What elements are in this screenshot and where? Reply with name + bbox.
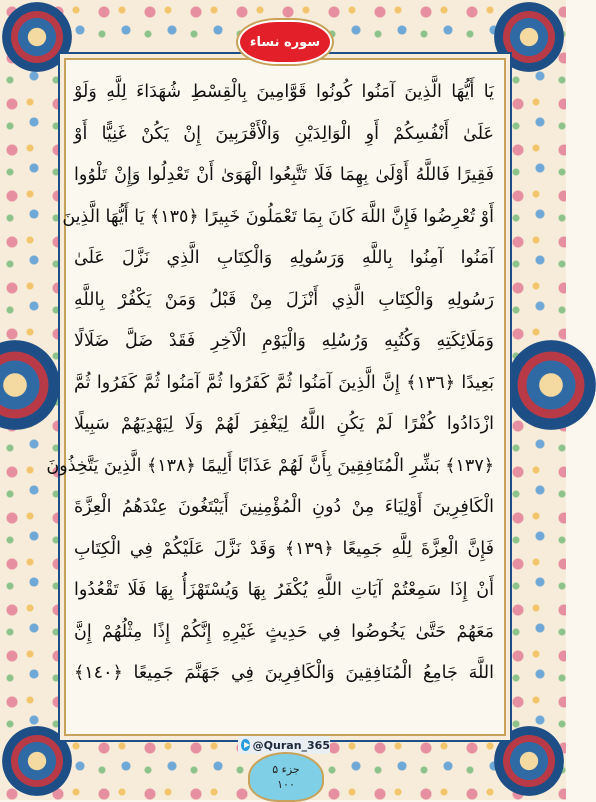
page-footer-badge xyxy=(248,752,324,802)
verse-line: فَإِنَّ الْعِزَّةَ لِلَّهِ جَمِيعًا ﴿١٣٩﴾ وَقَدْ نَزَّلَ عَلَيْكُمْ فِي الْكِتَابِ xyxy=(74,538,495,559)
verse-line: رَسُولِهِ وَالْكِتَابِ الَّذِي أَنْزَلَ مِنْ قَبْلُ وَمَنْ يَكْفُرْ بِاللَّهِ xyxy=(74,289,494,310)
page-number: ۱۰۰ xyxy=(277,778,295,791)
surah-title: سوره نساء xyxy=(249,34,321,50)
verse-text-block xyxy=(46,72,495,695)
verse-line: الْكَافِرِينَ أَوْلِيَاءَ مِنْ دُونِ الْمُؤْمِنِينَ أَيَبْتَغُونَ عِنْدَهُمُ الْعِزَّةَ xyxy=(74,497,494,517)
channel-handle: @Quran_365 xyxy=(252,738,330,752)
verse-line: ﴿١٣٧﴾ بَشِّرِ الْمُنَافِقِينَ بِأَنَّ لَهُمْ عَذَابًا أَلِيمًا ﴿١٣٨﴾ الَّذِينَ يَتَّخِذُونَ xyxy=(46,455,494,476)
verse-line: ازْدَادُوا كُفْرًا لَمْ يَكُنِ اللَّهُ لِيَغْفِرَ لَهُمْ وَلَا لِيَهْدِيَهُمْ سَبِيلًا xyxy=(74,414,494,434)
juz-label: جزء ۵ xyxy=(272,763,300,776)
verse-line: اللَّهَ جَامِعُ الْمُنَافِقِينَ وَالْكَافِرِينَ فِي جَهَنَّمَ جَمِيعًا ﴿١٤٠﴾ xyxy=(74,663,494,683)
verse-line: أَنْ إِذَا سَمِعْتُمْ آيَاتِ اللَّهِ يُكْفَرُ بِهَا وَيُسْتَهْزَأُ بِهَا فَلَا تَقْعُدُوا xyxy=(74,580,494,600)
verse-line: يَا أَيُّهَا الَّذِينَ آمَنُوا كُونُوا قَوَّامِينَ بِالْقِسْطِ شُهَدَاءَ لِلَّهِ وَلَوْ xyxy=(74,82,494,102)
verse-line: وَمَلَائِكَتِهِ وَكُتُبِهِ وَرُسُلِهِ وَالْيَوْمِ الْآخِرِ فَقَدْ ضَلَّ ضَلَالًا xyxy=(74,331,494,351)
surah-title-badge xyxy=(238,20,332,64)
telegram-icon xyxy=(241,739,250,751)
corner-medallion-top-left xyxy=(2,2,72,72)
verse-line: مَعَهُمْ حَتَّىٰ يَخُوضُوا فِي حَدِيثٍ غَيْرِهِ إِنَّكُمْ إِذًا مِثْلُهُمْ إِنَّ xyxy=(74,621,494,642)
verse-line: فَقِيرًا فَاللَّهُ أَوْلَىٰ بِهِمَا فَلَا تَتَّبِعُوا الْهَوَىٰ أَنْ تَعْدِلُوا وَإِنْ تَلْوُوا xyxy=(74,165,494,185)
side-medallion-right xyxy=(506,340,596,430)
verse-line: عَلَىٰ أَنْفُسِكُمْ أَوِ الْوَالِدَيْنِ وَالْأَقْرَبِينَ إِنْ يَكُنْ غَنِيًّا أَوْ xyxy=(74,123,494,144)
corner-medallion-bottom-right xyxy=(494,726,564,796)
corner-medallion-bottom-left xyxy=(2,726,72,796)
verse-line: آمَنُوا آمِنُوا بِاللَّهِ وَرَسُولِهِ وَالْكِتَابِ الَّذِي نَزَّلَ عَلَىٰ xyxy=(74,248,494,268)
verse-line: بَعِيدًا ﴿١٣٦﴾ إِنَّ الَّذِينَ آمَنُوا ثُمَّ كَفَرُوا ثُمَّ آمَنُوا ثُمَّ كَفَرُوا ثُمَّ xyxy=(74,372,494,393)
verse-line: أَوْ تُعْرِضُوا فَإِنَّ اللَّهَ كَانَ بِمَا تَعْمَلُونَ خَبِيرًا ﴿١٣٥﴾ يَا أَيُّهَا الَّذِينَ xyxy=(62,206,494,227)
